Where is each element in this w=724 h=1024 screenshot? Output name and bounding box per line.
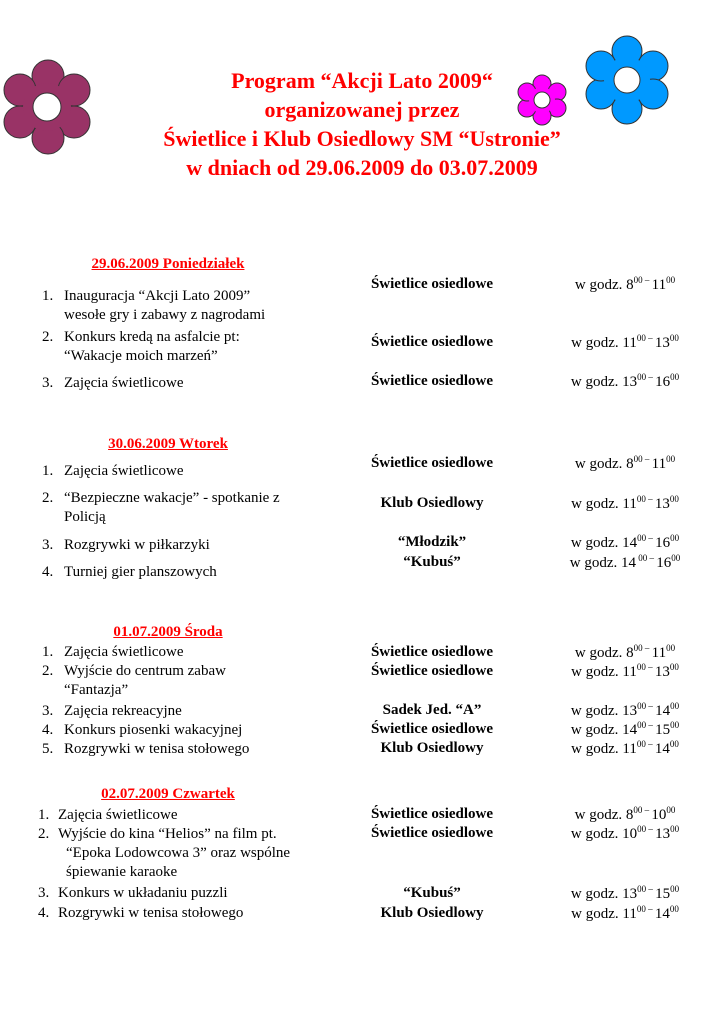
day-heading-1: 29.06.2009 Poniedziałek [91,256,245,272]
list-item [38,374,328,393]
item-text: Konkurs w układaniu puzzli [58,885,228,901]
item-number: 5. [42,741,54,757]
item-text: Inauguracja “Akcji Lato 2009” [64,288,251,304]
list-item [38,462,328,481]
item-time: w godz. $13^{00 -}$ $15^{00}$ [570,884,680,902]
item-number: 2. [42,490,54,506]
item-place: “Kubuś” [403,554,461,570]
page-title [0,66,724,182]
item-place: “Kubuś” [403,885,461,901]
item-time: w godz. 14 $^{00 -}$ $16^{00}$ [569,553,681,571]
item-text: Wyjście do centrum zabaw [64,663,226,679]
item-place: Sadek Jed. “A” [382,702,482,718]
item-time: w godz. $11^{00 -}$ $14^{00}$ [571,904,679,922]
day-heading-4: 02.07.2009 Czwartek [101,786,235,802]
item-text-cont: “Wakacje moich marzeń” [64,348,218,364]
item-number: 3. [38,885,50,901]
item-time: w godz. $11^{00 -}$ $13^{00}$ [571,333,679,351]
item-text: Zajęcia świetlicowe [64,644,184,660]
item-number: 1. [42,463,54,479]
item-number: 3. [42,703,54,719]
item-number: 3. [42,537,54,553]
title-line-2: organizowanej przez [264,97,460,122]
list-item [38,287,328,325]
item-place: Świetlice osiedlowe [370,373,494,389]
day-heading-2: 30.06.2009 Wtorek [108,436,228,452]
title-line-4: w dniach od 29.06.2009 do 03.07.2009 [186,155,538,180]
item-time: w godz. $13^{00 -}$ $14^{00}$ [570,701,680,719]
item-place: Świetlice osiedlowe [370,721,494,737]
list-item [38,884,328,903]
item-place: Klub Osiedlowy [380,905,484,921]
item-time: w godz. $11^{00 -}$ $13^{00}$ [571,662,679,680]
item-number: 1. [42,644,54,660]
item-text: Zajęcia rekreacyjne [64,703,182,719]
item-text: Rozgrywki w tenisa stołowego [64,741,250,757]
list-item [38,489,328,527]
list-item [38,721,328,740]
item-time: w godz. $8^{00 -}$ $11^{00}$ [574,643,676,661]
item-place: Świetlice osiedlowe [370,334,494,350]
item-number: 2. [42,329,54,345]
item-place: Świetlice osiedlowe [370,276,494,292]
list-item [38,904,328,923]
item-place: Świetlice osiedlowe [370,663,494,679]
item-number: 3. [42,375,54,391]
item-place: Świetlice osiedlowe [370,825,494,841]
item-text: Konkurs piosenki wakacyjnej [64,722,243,738]
item-time: w godz. $8^{00 -}$ $11^{00}$ [574,275,676,293]
item-text: “Bezpieczne wakacje” - spotkanie z [64,490,280,506]
item-place: Świetlice osiedlowe [370,644,494,660]
item-time: w godz. $14^{00 -}$ $15^{00}$ [570,720,680,738]
list-item [38,662,328,700]
item-text: Zajęcia świetlicowe [64,375,184,391]
item-text-cont: “Fantazja” [64,682,129,698]
item-time: w godz. $10^{00 -}$ $13^{00}$ [570,824,680,842]
item-text: Zajęcia świetlicowe [58,807,178,823]
day-heading-3: 01.07.2009 Środa [113,624,223,640]
item-place: Klub Osiedlowy [380,495,484,511]
item-text-cont: wesołe gry i zabawy z nagrodami [64,307,266,323]
item-number: 2. [42,663,54,679]
item-place: Świetlice osiedlowe [370,455,494,471]
item-number: 2. [38,826,50,842]
list-item [38,702,328,721]
item-number: 1. [42,288,54,304]
item-number: 4. [42,722,54,738]
item-text: Rozgrywki w piłkarzyki [64,537,210,553]
title-line-1: Program “Akcji Lato 2009“ [231,68,493,93]
item-text: Zajęcia świetlicowe [64,463,184,479]
item-place: Klub Osiedlowy [380,740,484,756]
item-number: 4. [38,905,50,921]
item-text: Konkurs kredą na asfalcie pt: [64,329,240,345]
item-time: w godz. $14^{00 -}$ $16^{00}$ [570,533,680,551]
item-number: 1. [38,807,50,823]
item-text: Turniej gier planszowych [64,564,217,580]
item-time: w godz. $11^{00 -}$ $13^{00}$ [571,494,679,512]
list-item [38,825,328,882]
item-text-cont: śpiewanie karaoke [66,864,178,880]
item-time: w godz. $13^{00 -}$ $16^{00}$ [570,372,680,390]
item-place: Świetlice osiedlowe [370,806,494,822]
item-place: “Młodzik” [397,534,467,550]
item-time: w godz. $11^{00 -}$ $14^{00}$ [571,739,679,757]
list-item [38,536,328,555]
list-item [38,740,328,759]
item-text: Wyjście do kina “Helios” na film pt. [58,826,277,842]
list-item [38,563,328,582]
list-item [38,806,328,825]
item-number: 4. [42,564,54,580]
item-text-cont: Policją [64,509,106,525]
list-item [38,643,328,662]
list-item [38,328,328,366]
item-time: w godz. $8^{00 -}$ $11^{00}$ [574,454,676,472]
item-text: Rozgrywki w tenisa stołowego [58,905,244,921]
title-line-3: Świetlice i Klub Osiedlowy SM “Ustronie” [163,126,561,151]
item-time: w godz. $8^{00 -}$ $10^{00}$ [574,805,676,823]
item-text-cont: “Epoka Lodowcowa 3” oraz wspólne [66,845,291,861]
